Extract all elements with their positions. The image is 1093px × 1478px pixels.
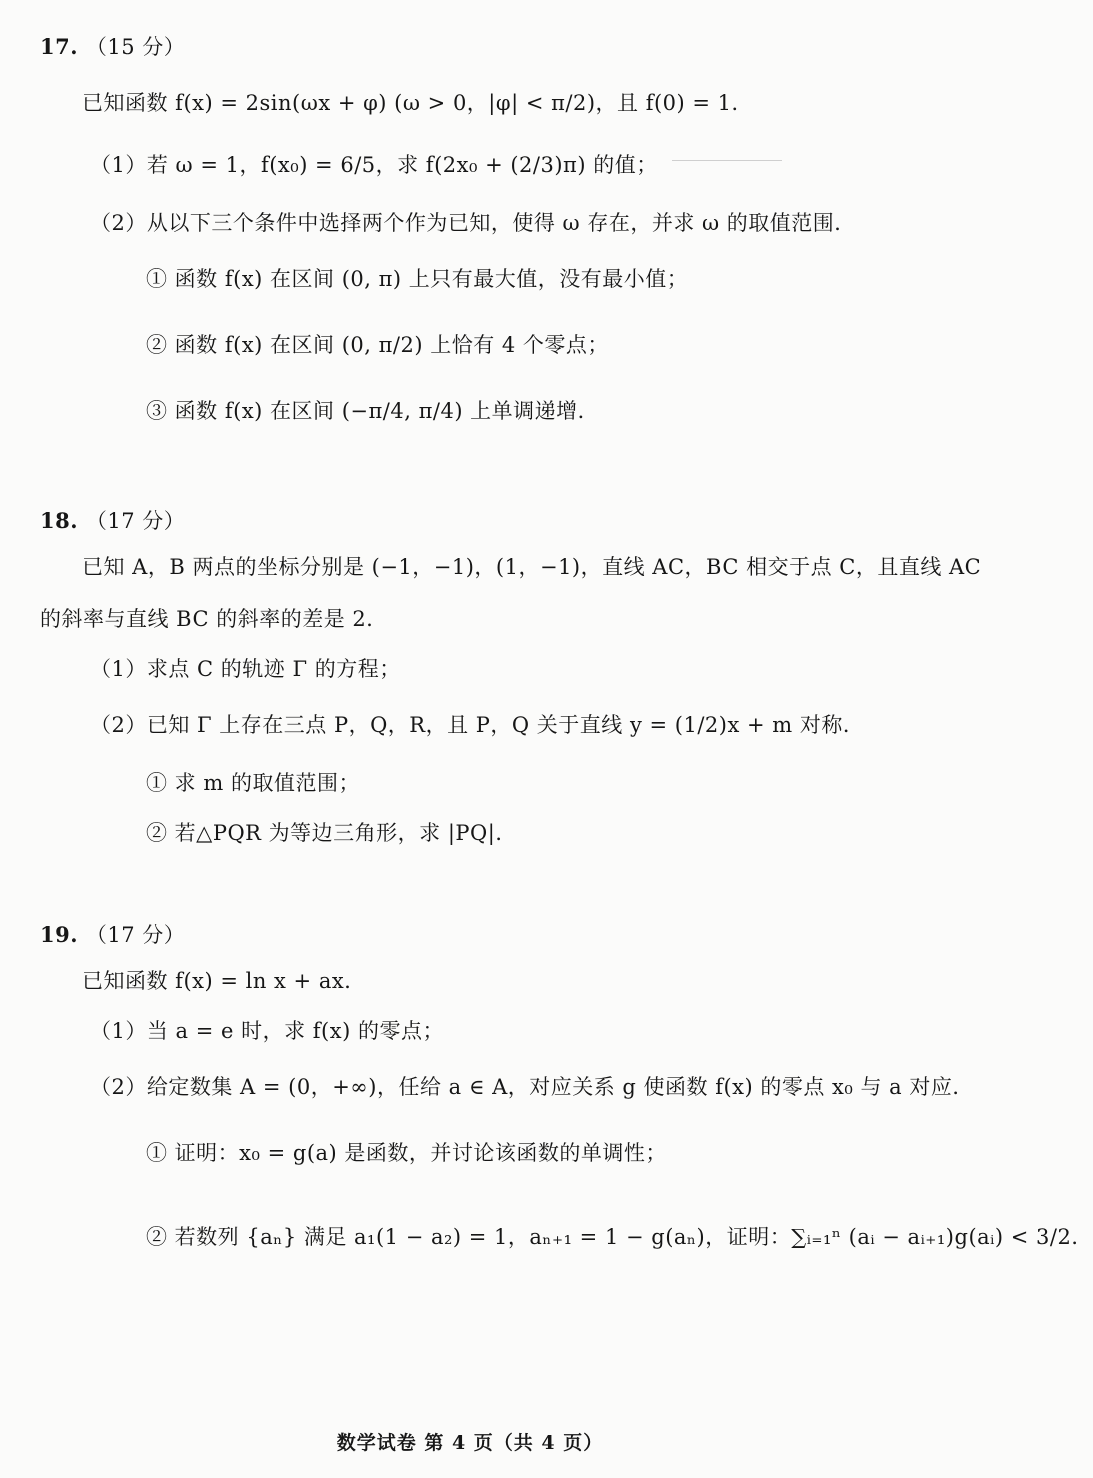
question-17-condition-2: ② 函数 f(x) 在区间 (0, π/2) 上恰有 4 个零点； xyxy=(146,333,609,357)
question-17-part-1: （1）若 ω = 1，f(x₀) = 6/5，求 f(2x₀ + (2/3)π) 的值； xyxy=(90,153,658,177)
question-number: 17. xyxy=(40,34,79,59)
question-number: 18. xyxy=(40,508,79,533)
question-number: 19. xyxy=(40,922,79,947)
question-17-condition-1: ① 函数 f(x) 在区间 (0, π) 上只有最大值，没有最小值； xyxy=(146,267,689,291)
page-footer: 数学试卷 第 4 页（共 4 页） xyxy=(336,1432,604,1454)
question-17-stem: 已知函数 f(x) = 2sin(ωx + φ) (ω > 0，|φ| < π/2)，且 f(0) = 1． xyxy=(82,91,754,115)
question-18-stem-line-2: 的斜率与直线 BC 的斜率的差是 2． xyxy=(40,607,388,631)
question-18-part-2: （2）已知 Γ 上存在三点 P，Q，R，且 P，Q 关于直线 y = (1/2)x + m 对称． xyxy=(90,713,865,737)
question-19-condition-2: ② 若数列 {aₙ} 满足 a₁(1 − a₂) = 1，aₙ₊₁ = 1 − g(aₙ)，证明：∑ᵢ₌₁ⁿ (aᵢ − aᵢ₊₁)g(aᵢ) < 3/2． xyxy=(146,1225,1093,1249)
question-17-part-2: （2）从以下三个条件中选择两个作为已知，使得 ω 存在，并求 ω 的取值范围． xyxy=(90,211,856,235)
question-19-stem: 已知函数 f(x) = ln x + ax． xyxy=(82,969,366,993)
question-18-condition-2: ② 若△PQR 为等边三角形，求 |PQ|． xyxy=(146,821,517,845)
question-18-stem-line-1: 已知 A，B 两点的坐标分别是 (−1，−1)，(1，−1)，直线 AC，BC 相交于点 C，且直线 AC xyxy=(82,555,982,579)
question-18-header xyxy=(40,506,185,536)
scan-artifact-line xyxy=(672,160,782,161)
question-19-part-2: （2）给定数集 A = (0，+∞)，任给 a ∈ A，对应关系 g 使函数 f(x) 的零点 x₀ 与 a 对应． xyxy=(90,1075,974,1099)
question-18-part-1: （1）求点 C 的轨迹 Γ 的方程； xyxy=(90,657,401,681)
question-17-condition-3: ③ 函数 f(x) 在区间 (−π/4, π/4) 上单调递增． xyxy=(146,399,600,423)
question-points: （17 分） xyxy=(85,923,186,947)
question-19-header xyxy=(40,920,185,950)
question-18-condition-1: ① 求 m 的取值范围； xyxy=(146,771,360,795)
question-points: （17 分） xyxy=(85,509,186,533)
question-points: （15 分） xyxy=(85,35,186,59)
question-17-header xyxy=(40,32,185,62)
question-19-condition-1: ① 证明：x₀ = g(a) 是函数，并讨论该函数的单调性； xyxy=(146,1141,667,1165)
question-19-part-1: （1）当 a = e 时，求 f(x) 的零点； xyxy=(90,1019,444,1043)
